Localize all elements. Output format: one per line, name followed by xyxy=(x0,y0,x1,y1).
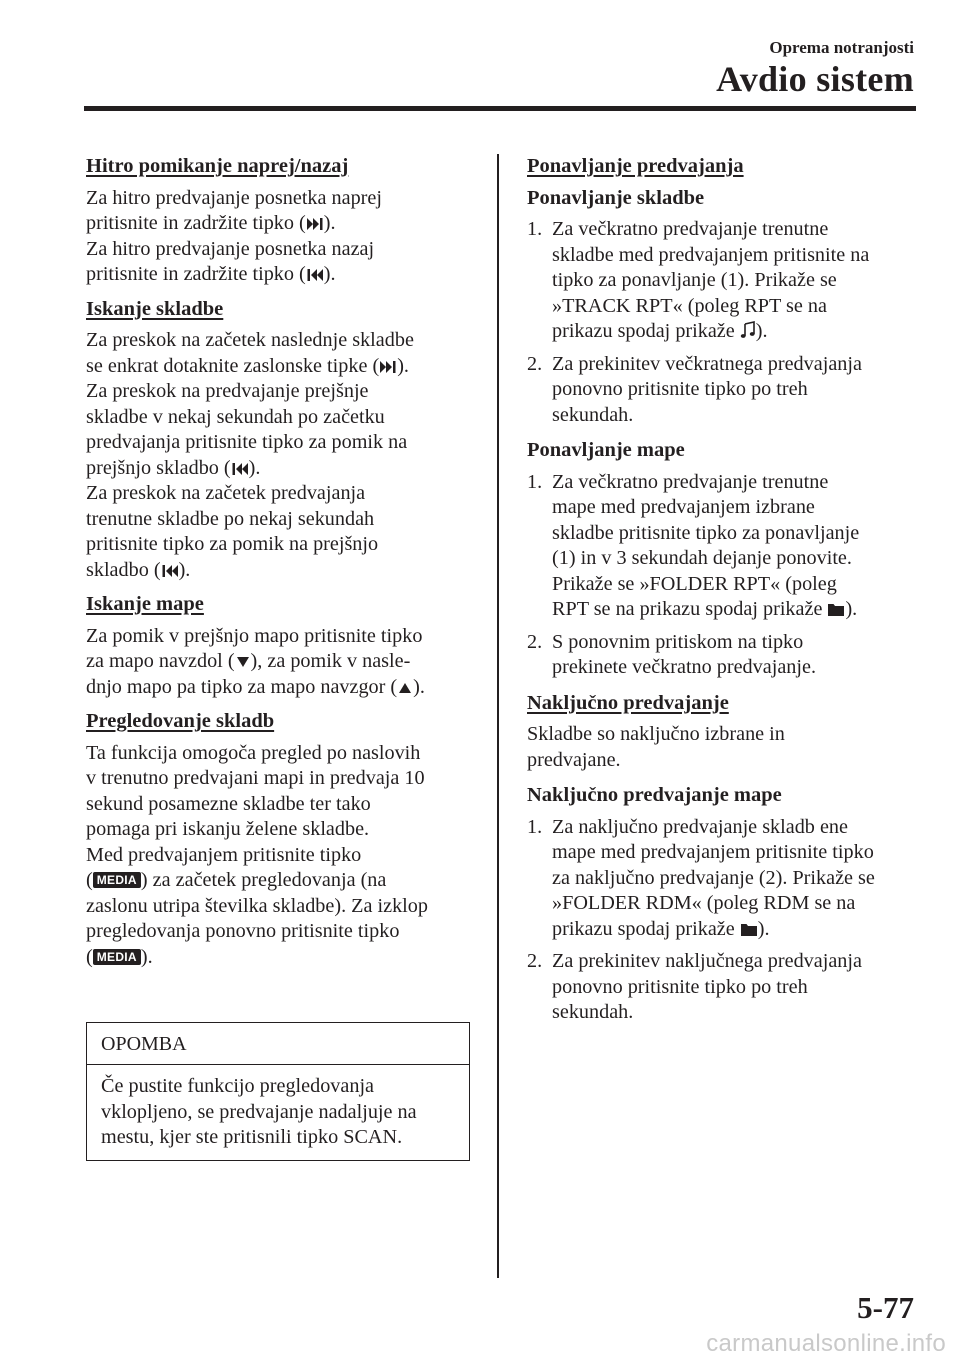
page-number: 5-77 xyxy=(857,1290,914,1325)
paragraph-scan: Ta funkcija omogoča pregled po naslovih v trenutno predvajani mapi in predvaja 10 sekund posamezne skladbe ter tako pomaga pri iskanju želene skladbe. Med predvajanjem pritisnite tipko ( MEDIA ) za začetek pregledovanja (na zaslonu utripa številka skladbe). Za izklop pregledovanja ponovno pritisnite tipko ( MEDIA ). xyxy=(86,741,428,968)
skip-forward-icon xyxy=(306,217,324,231)
section-scan xyxy=(86,709,478,970)
heading-random: Naključno predvajanje xyxy=(527,691,729,714)
subheading-random-folder: Naključno predvajanje mape xyxy=(527,784,782,806)
triangle-down-icon xyxy=(235,655,251,669)
list-item: 1. Za naključno predvajanje skladb ene mape med predvajanjem pritisnite tipko za naključno predvajanje (2). Prikaže se »FOLDER RDM« (poleg RDM se na prikazu spodaj prikaže ). xyxy=(527,815,875,940)
skip-back-icon xyxy=(231,462,249,476)
paragraph-folder-search: Za pomik v prejšnjo mapo pritisnite tipko za mapo navzdol ( ), za pomik v nasle- dnjo mapo pa tipko za mapo navzgor ( ). xyxy=(86,624,425,698)
paragraph-track-search: Za preskok na začetek naslednje skladbe se enkrat dotaknite zaslonske tipke ( ). Za preskok na predvajanje prejšnje skladbe v nekaj sekundah po začetku predvajanja pritisnite tipko za pomik na prejšnjo skladbo ( ). Za preskok na začetek predvajanja trenutne skladbe po nekaj sekundah pritisnite tipko za pomik na prejšnjo skladbo ( ). xyxy=(86,329,414,581)
subheading-repeat-track: Ponavljanje skladbe xyxy=(527,186,705,209)
heading-scan: Pregledovanje skladb xyxy=(86,710,275,732)
left-column xyxy=(86,154,478,977)
section-folder-search xyxy=(86,592,478,700)
section-track-search xyxy=(86,297,478,584)
media-button-icon: MEDIA xyxy=(93,949,141,965)
paragraph-random: Skladbe so naključno izbrane in predvajane. xyxy=(527,723,785,771)
list-item: 1. Za večkratno predvajanje trenutne skladbe med predvajanjem pritisnite na tipko za ponavljanje (1). Prikaže se »TRACK RPT« (poleg RPT se na prikazu spodaj prikaže ). xyxy=(527,218,870,342)
list-item: 2. Za prekinitev naključnega predvajanja ponovno pritisnite tipko po treh sekundah. xyxy=(527,950,862,1023)
note-body: Če pustite funkcijo pregledovanja vklopljeno, se predvajanje nadaljuje na mestu, kjer ste pritisnili tipko SCAN. xyxy=(101,1075,417,1148)
section-label: Oprema notranjosti xyxy=(769,38,914,57)
triangle-up-icon xyxy=(397,681,413,695)
note-box xyxy=(86,1022,470,1161)
page-title: Avdio sistem xyxy=(716,59,914,99)
list-item: 1. Za večkratno predvajanje trenutne mape med predvajanjem izbrane skladbe pritisnite tipko za ponavljanje (1) in v 3 sekundah dejanje ponovite. Prikaže se »FOLDER RPT« (poleg RPT se na prikazu spodaj prikaže ). xyxy=(527,470,860,620)
folder-icon xyxy=(827,601,845,617)
subheading-repeat-folder: Ponavljanje mape xyxy=(527,439,685,461)
heading-track-search: Iskanje skladbe xyxy=(86,297,224,320)
steps-repeat-track xyxy=(527,217,923,428)
media-button-icon: MEDIA xyxy=(93,872,141,888)
heading-repeat: Ponavljanje predvajanja xyxy=(527,155,744,177)
skip-back-icon xyxy=(306,268,324,282)
note-title: OPOMBA xyxy=(87,1023,469,1065)
steps-repeat-folder xyxy=(527,470,923,681)
column-divider xyxy=(497,154,499,1278)
music-note-icon xyxy=(740,321,756,339)
section-random xyxy=(527,691,923,1026)
paragraph-fast-move: Za hitro predvajanje posnetka naprej pritisnite in zadržite tipko ( ). Za hitro predvajanje posnetka nazaj pritisnite in zadržite tipko ( ). xyxy=(86,186,382,285)
heading-fast-move: Hitro pomikanje naprej/nazaj xyxy=(86,155,349,177)
heading-folder-search: Iskanje mape xyxy=(86,593,204,615)
section-repeat xyxy=(527,154,923,681)
skip-back-icon xyxy=(161,564,179,578)
list-item: 2. Za prekinitev večkratnega predvajanja ponovno pritisnite tipko po treh sekundah. xyxy=(527,352,862,426)
right-column xyxy=(527,154,923,1033)
folder-icon xyxy=(740,921,758,937)
steps-random-folder xyxy=(527,815,923,1026)
header-rule xyxy=(84,106,916,111)
watermark: carmanualsonline.info xyxy=(706,1330,946,1357)
list-item: 2. S ponovnim pritiskom na tipko prekinete večkratno predvajanje. xyxy=(527,630,816,678)
section-fast-move xyxy=(86,154,478,288)
skip-forward-icon xyxy=(379,360,397,374)
